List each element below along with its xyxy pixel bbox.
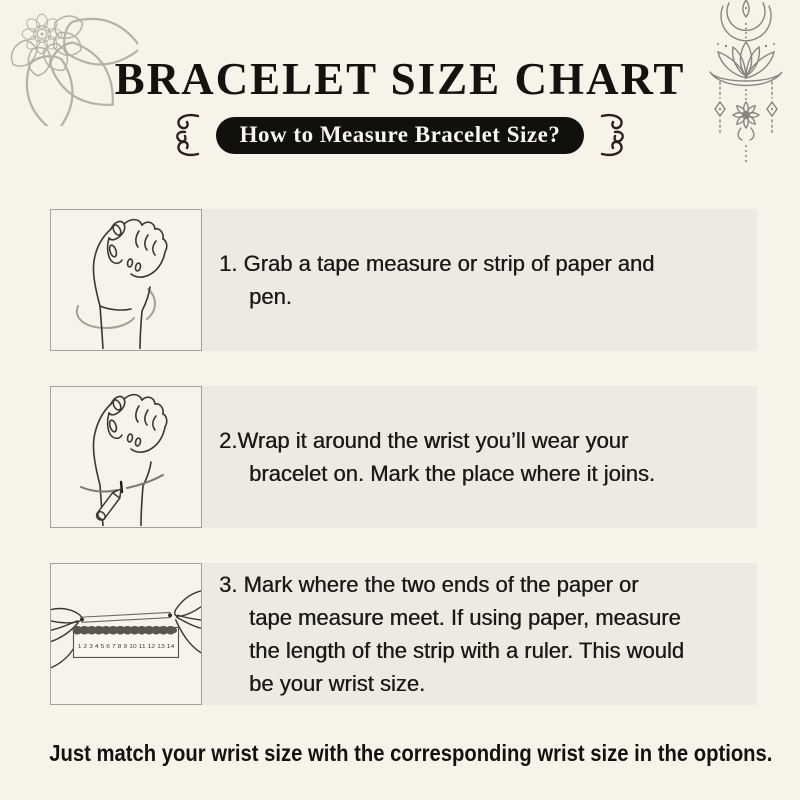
footer [0,740,800,767]
fist-with-tape-measure-icon [51,211,201,349]
footer-note: Just match your wrist size with the corresponding wrist size in the options. [49,740,773,766]
ruler-numbers: 1 2 3 4 5 6 7 8 9 10 11 12 13 14 [77,644,176,651]
header [0,0,800,157]
step-2-content [202,386,757,528]
subtitle-badge: How to Measure Bracelet Size? [216,117,585,154]
step-3-content [202,563,757,705]
hands-measuring-strip-ruler-icon [51,566,201,702]
subtitle-row [0,113,800,157]
step-row-2 [50,386,757,528]
step-row-1 [50,209,757,351]
step-1-illustration [50,209,202,351]
step-1-content [202,209,757,351]
flourish-left-icon [173,113,203,157]
step-row-3 [50,563,757,705]
step-3-text: 3. Mark where the two ends of the paper or tape measure meet. If using paper, measure the length of the strip with a ruler. This would be your wrist size. [219,572,684,696]
step-3-illustration [50,563,202,705]
fist-with-pen-marking-icon [51,388,201,526]
flourish-right-icon [597,113,627,157]
page-title: BRACELET SIZE CHART [114,54,686,104]
step-1-text: 1. Grab a tape measure or strip of paper and pen. [219,251,655,309]
step-2-illustration [50,386,202,528]
steps-list [50,209,757,705]
step-2-text: 2.Wrap it around the wrist you’ll wear your bracelet on. Mark the place where it joins. [219,428,655,486]
